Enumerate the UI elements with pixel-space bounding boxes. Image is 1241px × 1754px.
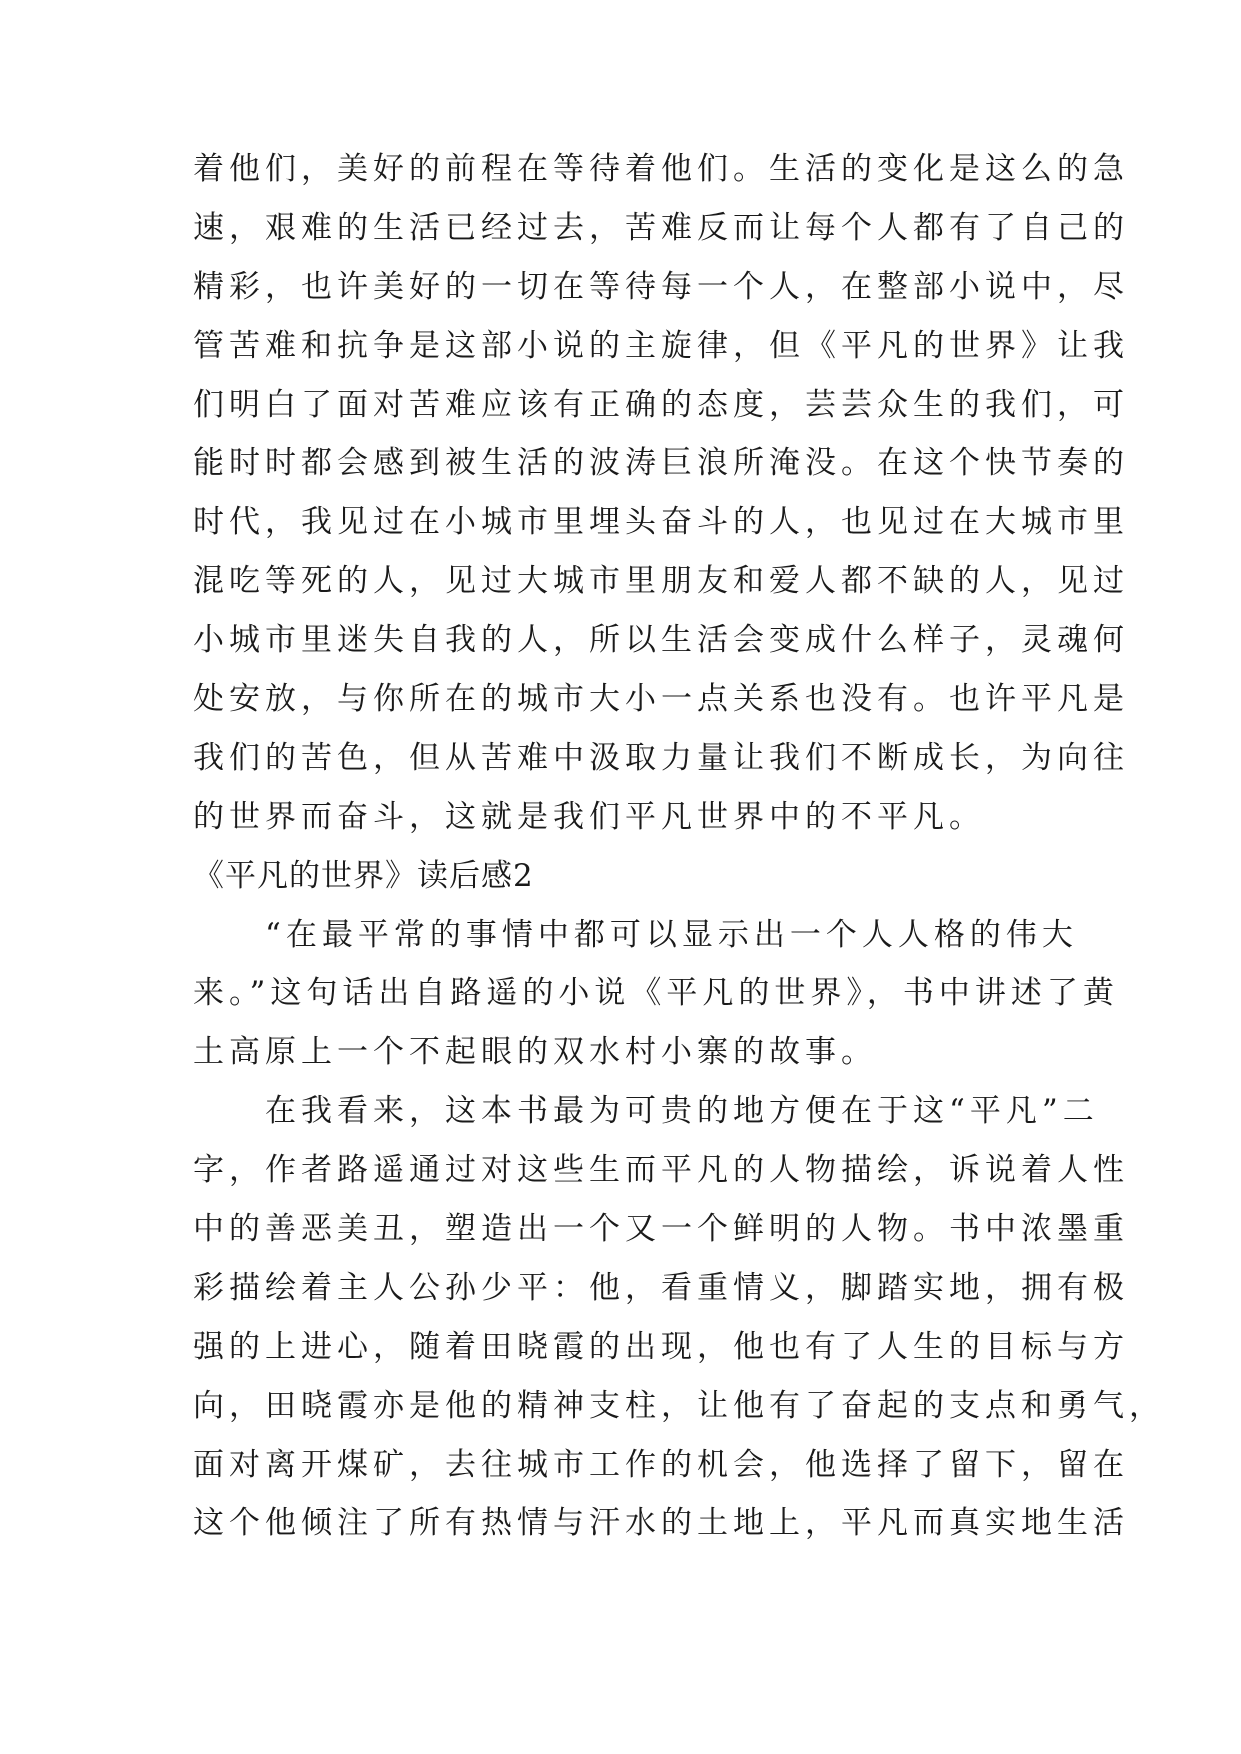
text-line: 处安放，与你所在的城市大小一点关系也没有。也许平凡是 bbox=[193, 681, 1129, 718]
text-line: 能时时都会感到被生活的波涛巨浪所淹没。在这个快节奏的 bbox=[193, 445, 1129, 482]
text-line: 我们的苦色，但从苦难中汲取力量让我们不断成长，为向往 bbox=[193, 739, 1129, 776]
text-line: 面对离开煤矿，去往城市工作的机会，他选择了留下，留在 bbox=[193, 1446, 1129, 1483]
paragraph-3 bbox=[193, 1082, 1165, 1553]
paragraph-2 bbox=[193, 906, 1119, 1083]
text-line: 精彩，也许美好的一切在等待每一个人，在整部小说中，尽 bbox=[193, 268, 1129, 305]
text-line: 混吃等死的人，见过大城市里朋友和爱人都不缺的人，见过 bbox=[193, 563, 1129, 600]
section-heading: 《平凡的世界》读后感2 bbox=[193, 857, 534, 894]
text-line: 时代，我见过在小城市里埋头奋斗的人，也见过在大城市里 bbox=[193, 504, 1129, 541]
text-line: 的世界而奋斗，这就是我们平凡世界中的不平凡。 bbox=[193, 798, 985, 835]
paragraph-1 bbox=[193, 140, 1129, 847]
text-line: 小城市里迷失自我的人，所以生活会变成什么样子，灵魂何 bbox=[193, 622, 1129, 659]
text-line: 强的上进心，随着田晓霞的出现，他也有了人生的目标与方 bbox=[193, 1328, 1129, 1365]
text-line: 来。”这句话出自路遥的小说《平凡的世界》，书中讲述了黄 bbox=[193, 975, 1119, 1012]
text-line: 们明白了面对苦难应该有正确的态度，芸芸众生的我们，可 bbox=[193, 386, 1129, 423]
text-line: 着他们，美好的前程在等待着他们。生活的变化是这么的急 bbox=[193, 151, 1129, 187]
text-line: 彩描绘着主人公孙少平：他，看重情义，脚踏实地，拥有极 bbox=[193, 1269, 1129, 1306]
text-line: “在最平常的事情中都可以显示出一个人人格的伟大 bbox=[193, 916, 1078, 953]
document-body bbox=[193, 140, 1165, 1553]
text-line: 管苦难和抗争是这部小说的主旋律，但《平凡的世界》让我 bbox=[193, 327, 1129, 364]
text-line: 字，作者路遥通过对这些生而平凡的人物描绘，诉说着人性 bbox=[193, 1152, 1129, 1189]
text-line: 速，艰难的生活已经过去，苦难反而让每个人都有了自己的 bbox=[193, 209, 1129, 246]
text-line: 土高原上一个不起眼的双水村小寨的故事。 bbox=[193, 1034, 877, 1071]
text-line: 这个他倾注了所有热情与汗水的土地上，平凡而真实地生活 bbox=[193, 1505, 1129, 1542]
text-line: 中的善恶美丑，塑造出一个又一个鲜明的人物。书中浓墨重 bbox=[193, 1211, 1129, 1248]
text-line: 在我看来，这本书最为可贵的地方便在于这“平凡”二 bbox=[193, 1093, 1099, 1130]
text-line: 向，田晓霞亦是他的精神支柱，让他有了奋起的支点和勇气， bbox=[193, 1387, 1165, 1424]
